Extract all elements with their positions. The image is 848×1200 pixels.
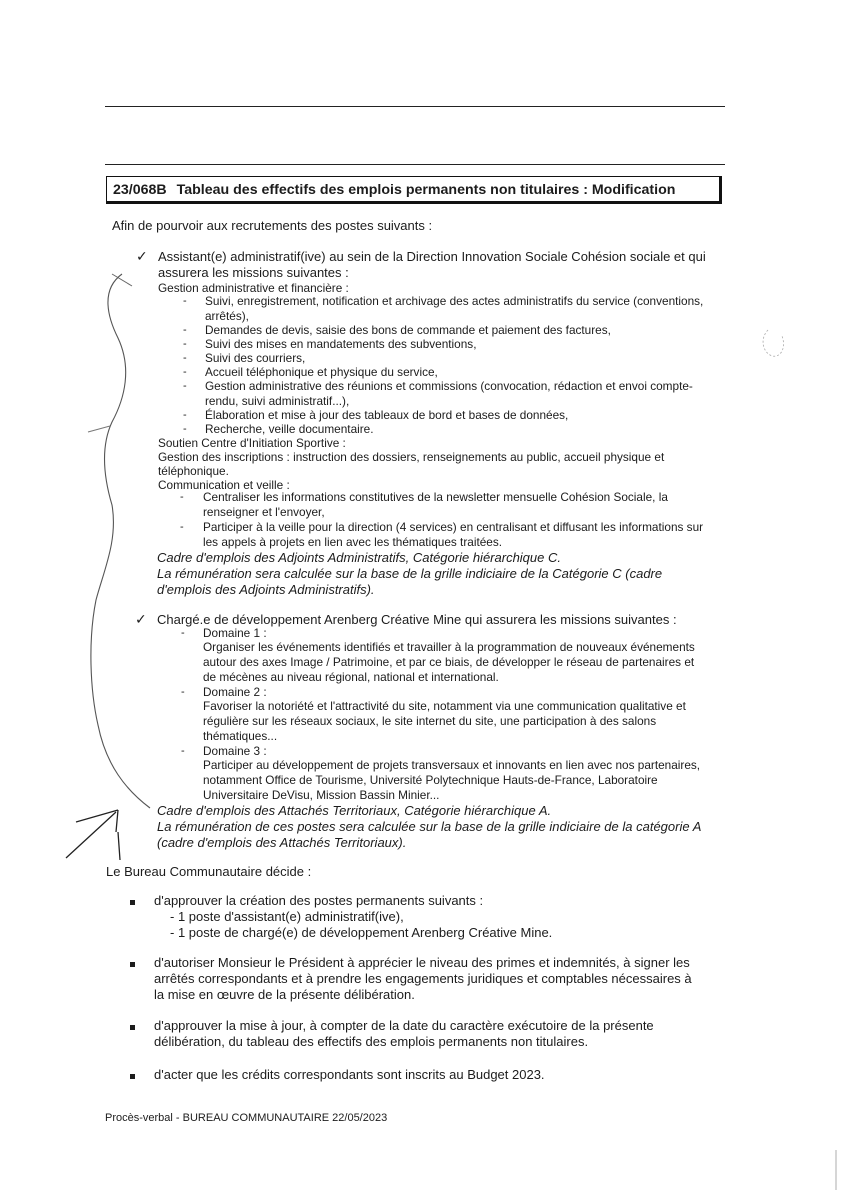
decision-item-2-line1: d'autoriser Monsieur le Président à apprécier le niveau des primes et indemnités, à signer les — [154, 955, 690, 970]
post1-remuneration-line1: La rémunération sera calculée sur la base de la grille indiciaire de la Catégorie C (cadre — [157, 566, 663, 581]
decision-item-2-line2: arrêtés correspondants et à prendre les engagements juridiques et comptables nécessaires à — [154, 971, 692, 986]
list-dash: - — [183, 338, 187, 350]
decision-item-4-line1: d'acter que les crédits correspondants sont inscrits au Budget 2023. — [154, 1067, 545, 1082]
post1-cadre: Cadre d'emplois des Adjoints Administratifs, Catégorie hiérarchique C. — [157, 550, 561, 565]
intro-text: Afin de pourvoir aux recrutements des postes suivants : — [112, 218, 433, 233]
domaine2-line: régulière sur les réseaux sociaux, le site internet du site, une participation à des salons — [203, 714, 657, 728]
deliberation-code: 23/068B — [113, 182, 167, 198]
gestion-item: Demandes de devis, saisie des bons de commande et paiement des factures, — [205, 323, 611, 337]
page-footer: Procès-verbal - BUREAU COMMUNAUTAIRE 22/05/2023 — [105, 1112, 388, 1124]
list-dash: - — [181, 686, 185, 698]
domaine2-title: Domaine 2 : — [203, 685, 267, 699]
gestion-item: arrêtés), — [205, 309, 249, 323]
decision-item-1-line1: d'approuver la création des postes permanents suivants : — [154, 893, 484, 908]
domaine2-line: Favoriser la notoriété et l'attractivité du site, notamment via une communication qualitative et — [203, 699, 686, 713]
list-dash: - — [180, 521, 184, 533]
list-dash: - — [183, 409, 187, 421]
square-bullet-icon — [130, 1074, 135, 1079]
gestion-item: Suivi des courriers, — [205, 351, 306, 365]
post1-heading-line2: assurera les missions suivantes : — [158, 265, 349, 280]
domaine3-line: Participer au développement de projets transversaux et innovants en lien avec nos partenaires, — [203, 758, 701, 772]
gestion-item: Suivi des mises en mandatements des subventions, — [205, 337, 477, 351]
list-dash: - — [183, 366, 187, 378]
post1-heading-line1: Assistant(e) administratif(ive) au sein de la Direction Innovation Sociale Cohésion sociale et qui — [158, 249, 706, 264]
list-dash: - — [183, 324, 187, 336]
gestion-title: Gestion administrative et financière : — [158, 281, 349, 295]
domaine3-title: Domaine 3 : — [203, 744, 267, 758]
decision-item-3-line1: d'approuver la mise à jour, à compter de la date du caractère exécutoire de la présente — [154, 1018, 654, 1033]
decision-item-1-line3: - 1 poste de chargé(e) de développement Arenberg Créative Mine. — [170, 925, 553, 940]
post1-remuneration-line2: d'emplois des Adjoints Administratifs). — [157, 582, 375, 597]
domaine1-line: autour des axes Image / Patrimoine, et par ce biais, de développer le réseau de partenaires et — [203, 655, 695, 669]
decision-item-3-line2: délibération, du tableau des effectifs des emplois permanents non titulaires. — [154, 1034, 589, 1049]
top-rule — [105, 106, 725, 107]
comm-item: les appels à projets en lien avec les thématiques traitées. — [203, 535, 503, 549]
comm-title: Communication et veille : — [158, 478, 290, 492]
gestion-item: Recherche, veille documentaire. — [205, 422, 374, 436]
square-bullet-icon — [130, 962, 135, 967]
square-bullet-icon — [130, 1025, 135, 1030]
list-dash: - — [183, 295, 187, 307]
domaine1-title: Domaine 1 : — [203, 626, 267, 640]
post2-heading: Chargé.e de développement Arenberg Créative Mine qui assurera les missions suivantes : — [157, 612, 677, 627]
post2-remuneration-line2: (cadre d'emplois des Attachés Territoriaux). — [157, 835, 407, 850]
square-bullet-icon — [130, 900, 135, 905]
soutien-title: Soutien Centre d'Initiation Sportive : — [158, 436, 346, 450]
gestion-item: Élaboration et mise à jour des tableaux de bord et bases de données, — [205, 408, 569, 422]
check-icon: ✓ — [135, 611, 147, 627]
list-dash: - — [181, 745, 185, 757]
section-title: Tableau des effectifs des emplois permanents non titulaires : Modification — [176, 182, 676, 198]
decision-item-1-line2: - 1 poste d'assistant(e) administratif(ive), — [170, 909, 404, 924]
domaine1-line: de mécènes au niveau régional, national et international. — [203, 670, 499, 684]
check-icon: ✓ — [136, 248, 148, 264]
domaine3-line: notamment Office de Tourisme, Université Polytechnique Hauts-de-France, Laboratoire — [203, 773, 658, 787]
gestion-item: rendu, suivi administratif...), — [205, 394, 350, 408]
soutien-text-line1: Gestion des inscriptions : instruction des dossiers, renseignements au public, accueil physique et — [158, 450, 665, 464]
post2-remuneration-line1: La rémunération de ces postes sera calculée sur la base de la grille indiciaire de la catégorie A — [157, 819, 702, 834]
list-dash: - — [180, 491, 184, 503]
section-rule — [105, 164, 725, 165]
list-dash: - — [183, 423, 187, 435]
comm-item: Centraliser les informations constitutives de la newsletter mensuelle Cohésion Sociale, la — [203, 490, 668, 504]
list-dash: - — [183, 352, 187, 364]
list-dash: - — [181, 627, 185, 639]
soutien-text-line2: téléphonique. — [158, 464, 229, 478]
gestion-item: Suivi, enregistrement, notification et archivage des actes administratifs du service (conventions, — [205, 294, 704, 308]
gestion-item: Accueil téléphonique et physique du service, — [205, 365, 438, 379]
decision-item-2-line3: la mise en œuvre de la présente délibération. — [154, 987, 415, 1002]
section-title-box — [106, 176, 722, 204]
decision-lead: Le Bureau Communautaire décide : — [106, 864, 312, 879]
comm-item: renseigner et l'envoyer, — [203, 505, 325, 519]
domaine1-line: Organiser les événements identifiés et travailler à la programmation de nouveaux événements — [203, 640, 695, 654]
list-dash: - — [183, 380, 187, 392]
post2-cadre: Cadre d'emplois des Attachés Territoriaux, Catégorie hiérarchique A. — [157, 803, 552, 818]
comm-item: Participer à la veille pour la direction (4 services) en centralisant et diffusant les informations sur — [203, 520, 704, 534]
domaine3-line: Universitaire DeVisu, Mission Bassin Minier... — [203, 788, 440, 802]
domaine2-line: thématiques... — [203, 729, 278, 743]
gestion-item: Gestion administrative des réunions et commissions (convocation, rédaction et envoi compte- — [205, 379, 693, 393]
